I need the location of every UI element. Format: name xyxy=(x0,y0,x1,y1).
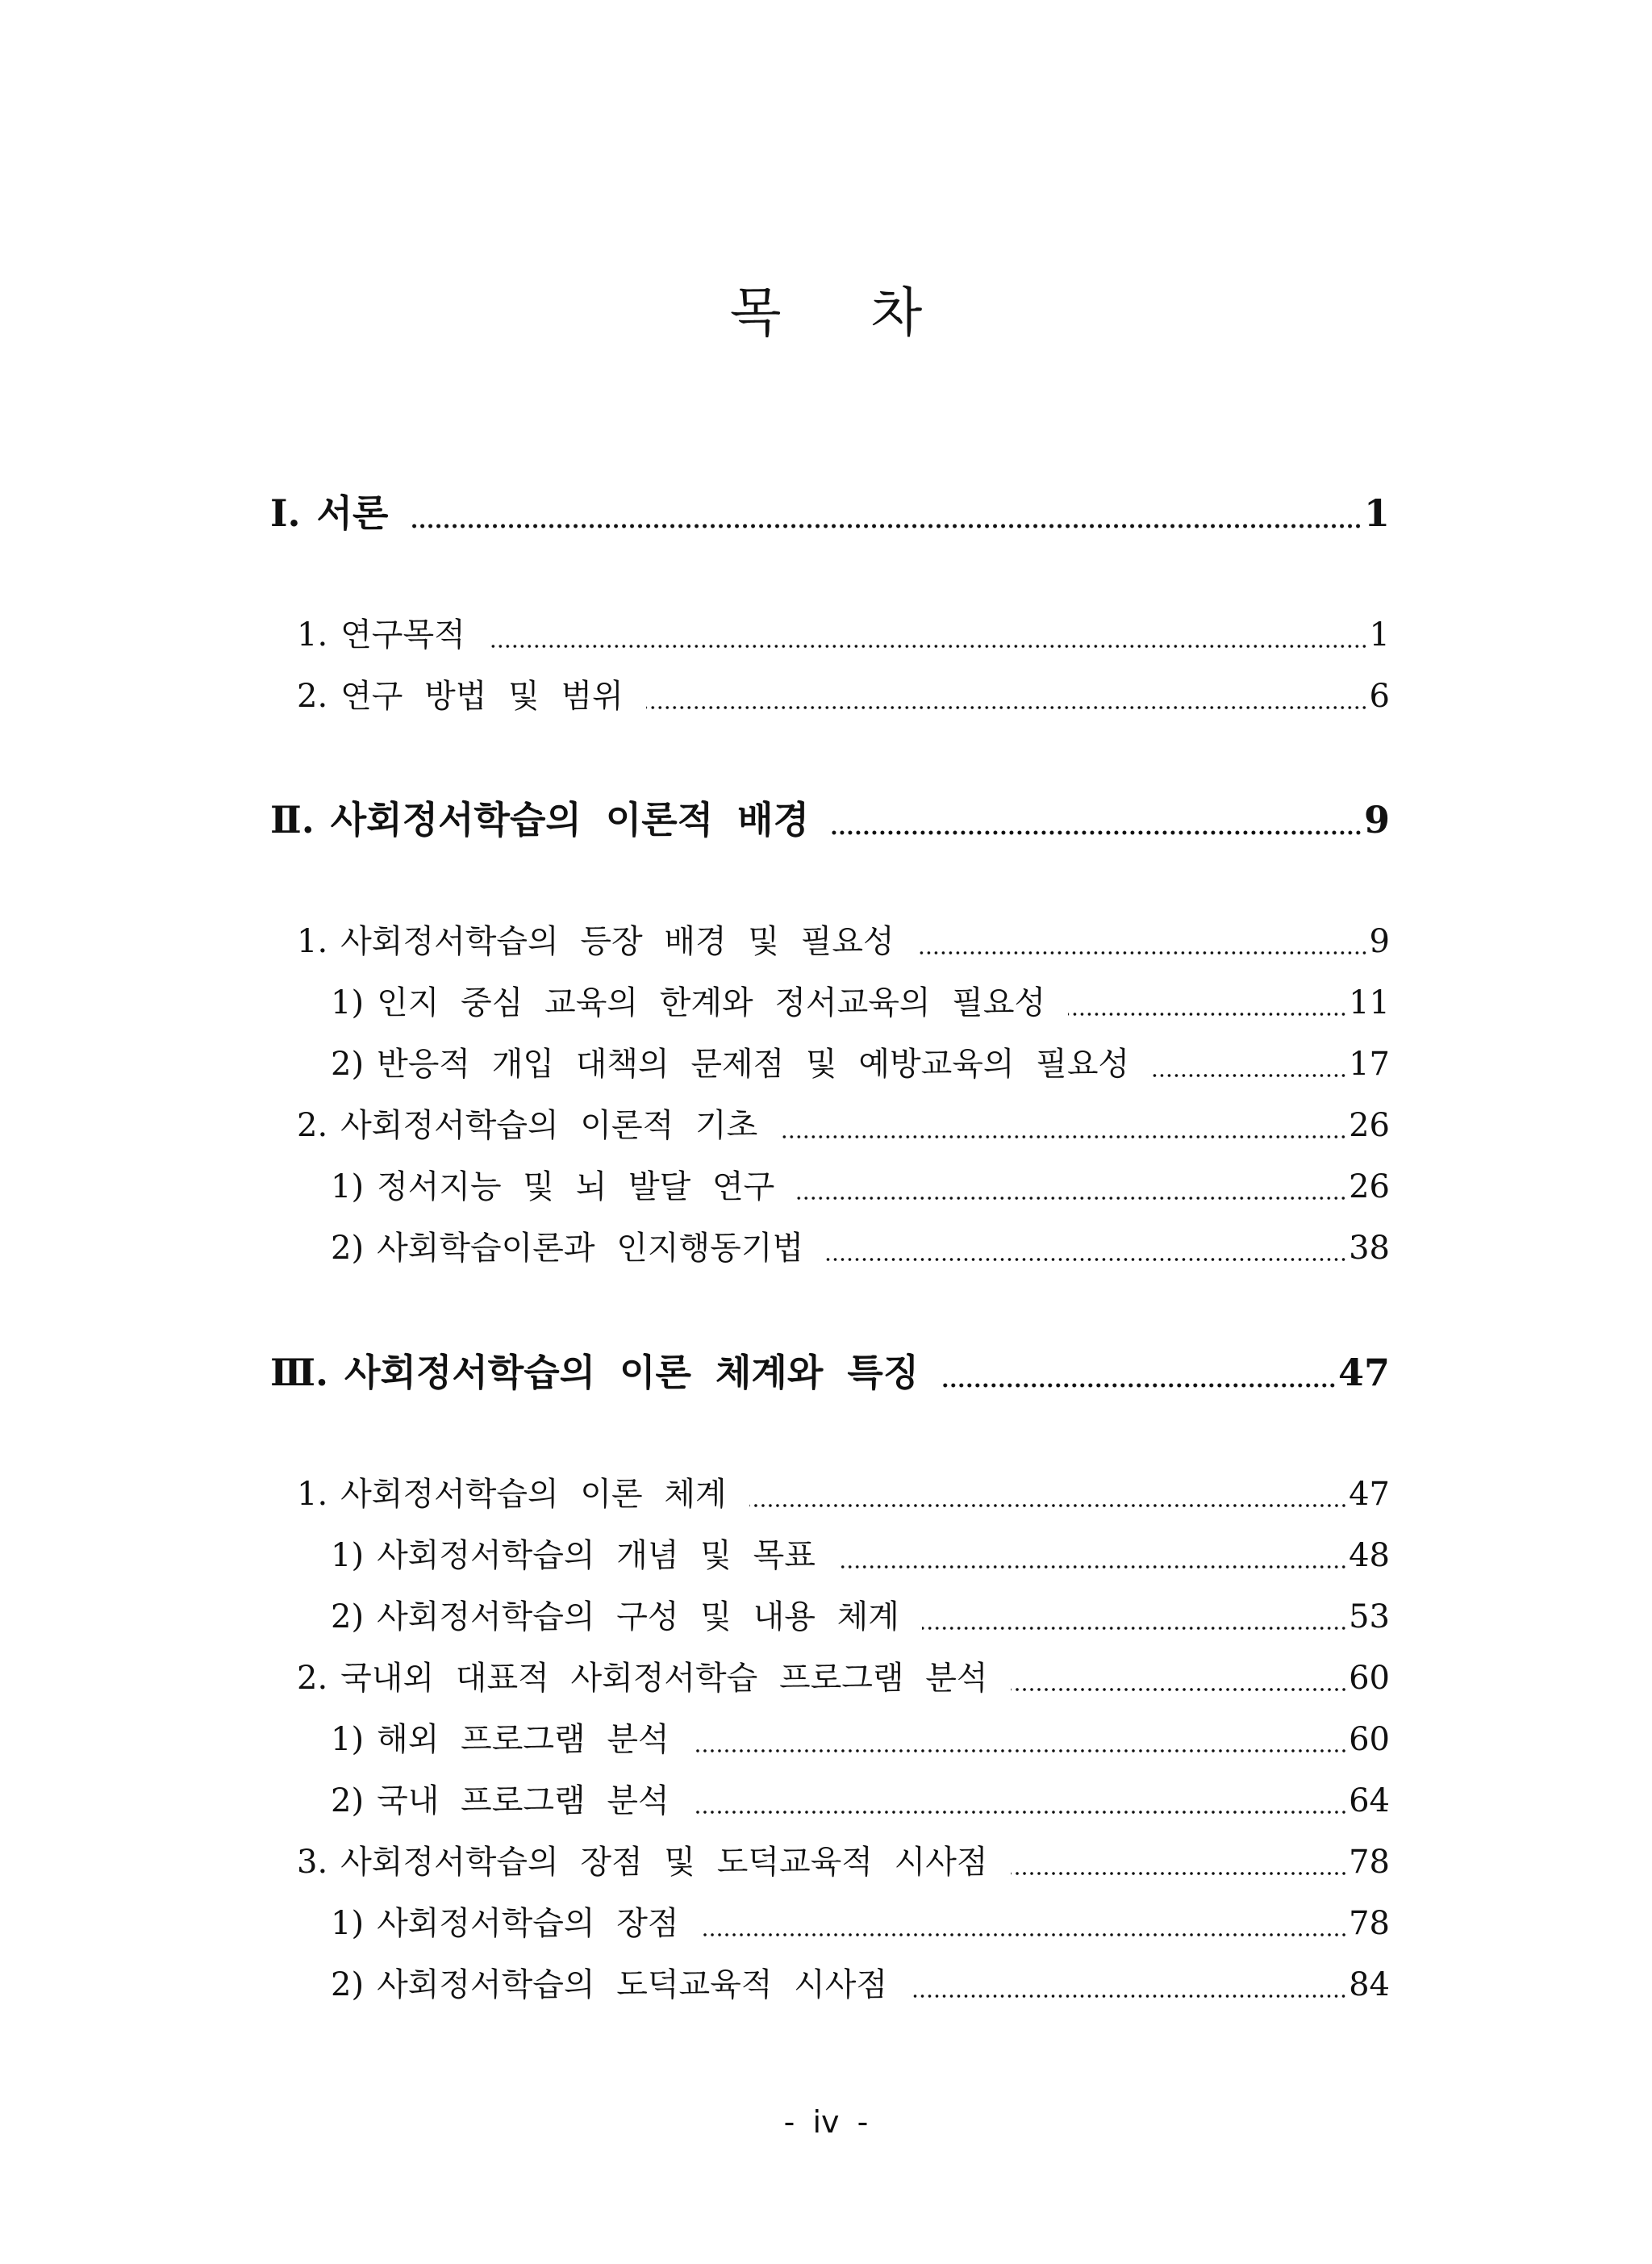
toc-number: 2. xyxy=(297,1107,328,1144)
toc-page-number: 1 xyxy=(1363,491,1390,535)
toc-number: 1) xyxy=(331,1168,365,1205)
toc-page-number: 6 xyxy=(1369,678,1390,715)
toc-chapter-1[interactable] xyxy=(270,484,1390,537)
toc-number: Ⅱ. xyxy=(270,798,315,842)
toc-title: 사회정서학습의 구성 및 내용 체계 xyxy=(377,1598,899,1635)
dot-leader xyxy=(411,523,1362,529)
dot-leader xyxy=(1152,1073,1347,1078)
dot-leader xyxy=(826,1257,1347,1262)
toc-number: 1. xyxy=(297,923,328,960)
dot-leader xyxy=(1011,1871,1348,1876)
toc-page-number: 9 xyxy=(1363,798,1390,842)
toc-number: 2. xyxy=(297,1660,328,1697)
toc-page-number: 60 xyxy=(1349,1721,1390,1758)
toc-title: 연구목적 xyxy=(340,616,465,654)
toc-page-number: 48 xyxy=(1349,1537,1390,1574)
toc-title: 반응적 개입 대책의 문제점 및 예방교육의 필요성 xyxy=(377,1046,1130,1083)
toc-page-number: 78 xyxy=(1349,1905,1390,1942)
toc-subsection-2-2-1[interactable] xyxy=(331,1161,1390,1207)
toc-number: 2. xyxy=(297,678,328,715)
toc-section-3-2[interactable] xyxy=(297,1652,1390,1698)
dot-leader xyxy=(832,829,1362,836)
toc-subsection-2-1-1[interactable] xyxy=(331,977,1390,1023)
dot-leader xyxy=(910,1994,1347,1999)
dot-leader xyxy=(749,1503,1347,1508)
toc-title: 사회정서학습의 장점 및 도덕교육적 시사점 xyxy=(340,1844,988,1881)
toc-section-1-1[interactable] xyxy=(297,609,1390,655)
dot-leader xyxy=(692,1810,1347,1815)
toc-page-number: 9 xyxy=(1369,923,1390,960)
toc-title: 연구 방법 및 범위 xyxy=(340,678,624,715)
toc-number: 2) xyxy=(331,1966,365,2003)
toc-page-number: 26 xyxy=(1349,1107,1390,1144)
dot-leader xyxy=(1068,1012,1347,1017)
toc-title: 사회학습이론과 인지행동기법 xyxy=(377,1230,804,1267)
toc-number: 1) xyxy=(331,984,365,1021)
toc-title: 국내 프로그램 분석 xyxy=(377,1782,670,1819)
toc-number: 2) xyxy=(331,1598,365,1635)
toc-page-number: 47 xyxy=(1337,1351,1390,1394)
toc-title: 사회정서학습의 등장 배경 및 필요성 xyxy=(340,923,895,960)
toc-subsection-2-1-2[interactable] xyxy=(331,1038,1390,1084)
toc-subsection-3-1-2[interactable] xyxy=(331,1591,1390,1637)
toc-subsection-3-2-2[interactable] xyxy=(331,1775,1390,1821)
toc-subsection-2-2-2[interactable] xyxy=(331,1222,1390,1268)
toc-number: 2) xyxy=(331,1230,365,1267)
dot-leader xyxy=(780,1134,1347,1139)
dot-leader xyxy=(838,1564,1347,1569)
toc-page-number: 53 xyxy=(1349,1598,1390,1635)
toc-number: 1. xyxy=(297,1476,328,1513)
toc-page-number: 26 xyxy=(1349,1168,1390,1205)
toc-page-number: 11 xyxy=(1349,984,1390,1021)
toc-page-number: 1 xyxy=(1369,616,1390,654)
toc-page-number: 17 xyxy=(1349,1046,1390,1083)
toc-title: 사회정서학습의 이론 체계와 특징 xyxy=(344,1351,920,1394)
toc-chapter-3[interactable] xyxy=(270,1343,1390,1397)
toc-title: 사회정서학습의 이론적 배경 xyxy=(330,798,810,842)
toc-number: 1. xyxy=(297,616,328,654)
dot-leader xyxy=(702,1932,1348,1937)
dot-leader xyxy=(646,705,1368,710)
dot-leader xyxy=(1011,1687,1348,1692)
toc-number: 2) xyxy=(331,1782,365,1819)
toc-number: Ⅰ. xyxy=(270,491,301,535)
toc-page-number: 38 xyxy=(1349,1230,1390,1267)
toc-section-2-1[interactable] xyxy=(297,916,1390,962)
page-number-footer: - iv - xyxy=(783,2104,869,2140)
toc-section-2-2[interactable] xyxy=(297,1100,1390,1146)
toc-subsection-3-2-1[interactable] xyxy=(331,1714,1390,1760)
toc-title: 사회정서학습의 도덕교육적 시사점 xyxy=(377,1966,888,2003)
toc-title: 인지 중심 교육의 한계와 정서교육의 필요성 xyxy=(377,984,1046,1021)
toc-title: 사회정서학습의 이론 체계 xyxy=(340,1476,727,1513)
dot-leader xyxy=(917,950,1368,955)
toc-number: 1) xyxy=(331,1537,365,1574)
toc-title: 사회정서학습의 개념 및 목표 xyxy=(377,1537,816,1574)
toc-page-number: 47 xyxy=(1349,1476,1390,1513)
page-title: 목 차 xyxy=(729,282,923,344)
toc-subsection-3-1-1[interactable] xyxy=(331,1530,1390,1576)
dot-leader xyxy=(797,1196,1347,1201)
toc-title: 사회정서학습의 장점 xyxy=(377,1905,679,1942)
toc-page-number: 84 xyxy=(1349,1966,1390,2003)
toc-number: Ⅲ. xyxy=(270,1351,329,1394)
dot-leader xyxy=(941,1382,1337,1389)
toc-title: 정서지능 및 뇌 발달 연구 xyxy=(377,1168,775,1205)
dot-leader xyxy=(488,644,1368,649)
dot-leader xyxy=(922,1626,1347,1631)
toc-page-number: 60 xyxy=(1349,1660,1390,1697)
toc-number: 3. xyxy=(297,1844,328,1881)
toc-page-number: 78 xyxy=(1349,1844,1390,1881)
toc-number: 1) xyxy=(331,1905,365,1942)
toc-subsection-3-3-2[interactable] xyxy=(331,1959,1390,2005)
toc-chapter-2[interactable] xyxy=(270,791,1390,844)
toc-section-1-2[interactable] xyxy=(297,670,1390,716)
toc-section-3-3[interactable] xyxy=(297,1836,1390,1882)
toc-section-3-1[interactable] xyxy=(297,1468,1390,1514)
toc-title: 국내외 대표적 사회정서학습 프로그램 분석 xyxy=(340,1660,988,1697)
toc-number: 1) xyxy=(331,1721,365,1758)
dot-leader xyxy=(692,1748,1347,1753)
toc-subsection-3-3-1[interactable] xyxy=(331,1898,1390,1944)
toc-title: 서론 xyxy=(316,491,389,535)
toc-page-number: 64 xyxy=(1349,1782,1390,1819)
toc-title: 사회정서학습의 이론적 기초 xyxy=(340,1107,758,1144)
toc-number: 2) xyxy=(331,1046,365,1083)
toc-title: 해외 프로그램 분석 xyxy=(377,1721,670,1758)
